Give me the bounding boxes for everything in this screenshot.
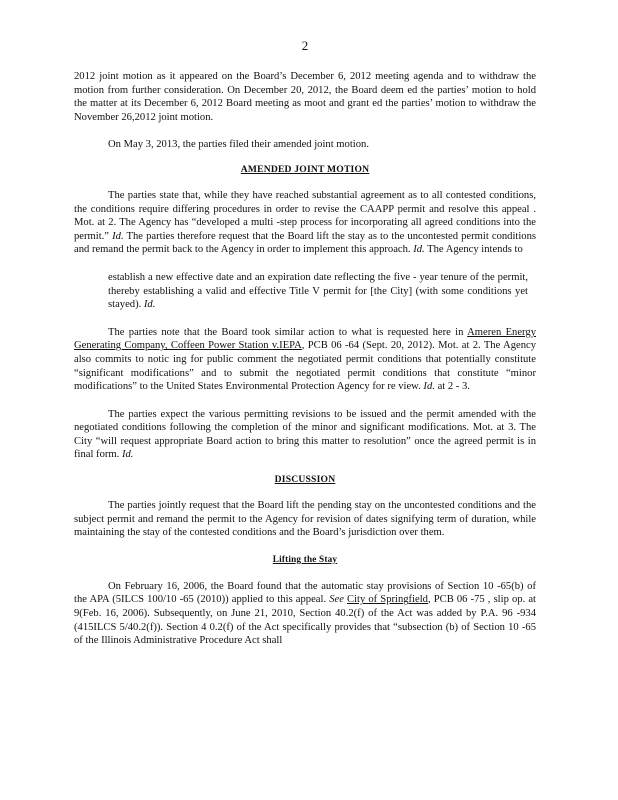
case-citation-ameren: Ameren Energy Generating Company, Coffeen Power Station v.IEPA (74, 326, 536, 352)
block-quote: establish a new effective date and an expiration date reflecting the five - year tenure of the permit, thereby establishing a valid and effective Title V permit for [the City] (with some conditions yet stayed). Id. (108, 271, 528, 311)
heading-discussion: DISCUSSION (274, 474, 336, 486)
case-citation-springfield: City of Springfield (347, 594, 428, 606)
paragraph-4: The parties note that the Board took similar action to what is requested here in Ameren Energy Generating Company, Coffeen Power Station v.IEPA, PCB 06 -64 (Sept. 20, 2012). Mot. at 2. The Agency also commits to notic ing for public comment the negotiated permit conditions that potentially constitute “significant modifications” and to submit the negotiated permit conditions that constitute “minor modifications” to the United States Environmental Protection Agency for re view. Id. at 2 - 3. (74, 326, 536, 393)
page-number: 2 (301, 38, 309, 53)
heading-lifting-the-stay: Lifting the Stay (272, 553, 338, 564)
paragraph-5: The parties expect the various permitting revisions to be issued and the permit amended with the negotiated conditions following the completion of the minor and significant modifications. Mot. at 3. The City “will request appropriate Board action to bring this matter to resolution” once the agreed permit is in final form. Id. (74, 408, 536, 461)
paragraph-3: The parties state that, while they have reached substantial agreement as to all contested conditions, the conditions require differing procedures in order to revise the CAAPP permit and resolve this appeal . Mot. at 2. The Agency has “developed a multi -step process for incorporating all agreed conditions into the permit.” Id. The parties therefore request that the Board lift the stay as to the uncontested permit conditions and remand the permit back to the Agency in order to implement this approach. Id. The Agency intends to (74, 189, 537, 256)
paragraph-2: On May 3, 2013, the parties filed their amended joint motion. (108, 139, 369, 151)
paragraph-7: On February 16, 2006, the Board found that the automatic stay provisions of Section 10 -65(b) of the APA (5ILCS 100/10 -65 (2010)) applied to this appeal. See City of Springfield, PCB 06 -75 , slip op. at 9(Feb. 16, 2006). Subsequently, on June 21, 2010, Section 40.2(f) of the Act was added by P.A. 96 -934 (415ILCS 5/40.2(f)). Section 4 0.2(f) of the Act specifically provides that “subsection (b) of Section 10 -65 of the Illinois Administrative Procedure Act shall (74, 580, 536, 647)
heading-amended-joint-motion: AMENDED JOINT MOTION (240, 163, 370, 175)
paragraph-6: The parties jointly request that the Board lift the pending stay on the uncontested conditions and the subject permit and remand the permit to the Agency for revision of dates signifying term of duration, while maintaining the stay of the contested conditions and the Board’s jurisdiction over them. (74, 500, 536, 539)
paragraph-1: 2012 joint motion as it appeared on the Board’s December 6, 2012 meeting agenda and to withdraw the motion from further consideration. On December 20, 2012, the Board deem ed the parties’ motion to hold the matter at its December 6, 2012 Board meeting as moot and grant ed the parties’ motion to withdraw the November 26,2012 joint motion. (74, 71, 536, 123)
